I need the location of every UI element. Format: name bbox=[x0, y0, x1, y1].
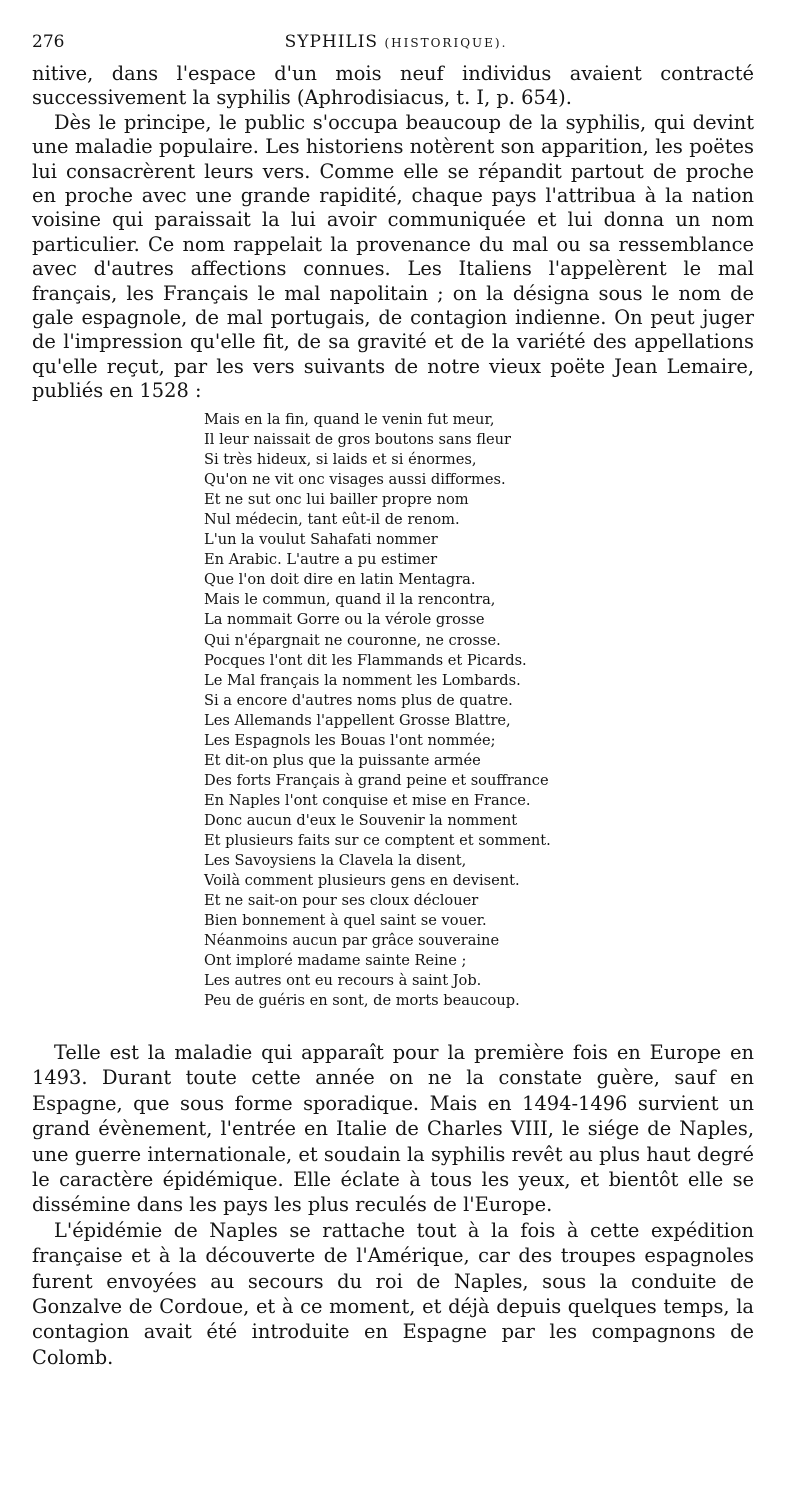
poem-line: Nul médecin, tant eût-il de renom. bbox=[204, 511, 460, 529]
poem-line: Peu de guéris en sont, de morts beaucoup. bbox=[204, 992, 520, 1010]
poem-line: Et ne sut onc lui bailler propre nom bbox=[204, 491, 469, 509]
poem-line: Des forts Français à grand peine et souffrance bbox=[204, 771, 549, 789]
poem-line: Mais le commun, quand il la rencontra, bbox=[204, 591, 496, 609]
text-block-top bbox=[32, 62, 754, 404]
text-block-bottom bbox=[32, 1040, 754, 1370]
paragraph-names-of-disease: Dès le principe, le public s'occupa beaucoup de la syphilis, qui devint une maladie populaire. Les historiens notèrent son apparition, les poëtes lui consacrèrent leurs vers. Comme elle se répandit partout de proche en proche avec une grande rapidité, chaque pays l'attribua à la nation voisine qui paraissait la lui avoir communiquée et lui donna un nom particulier. Ce nom rappelait la provenance du mal ou sa ressemblance avec d'autres affections connues. Les Italiens l'appelèrent le mal français, les Français le mal napolitain ; on la désigna sous le nom de gale espagnole, de mal portugais, de contagion indienne. On peut juger de l'impression qu'elle fit, de sa gravité et de la variété des appellations qu'elle reçut, par les vers suivants de notre vieux poëte Jean Lemaire, publiés en 1528 : bbox=[32, 110, 754, 403]
running-header bbox=[28, 32, 764, 58]
poem-line: Si a encore d'autres noms plus de quatre. bbox=[204, 691, 513, 709]
paragraph-epidemic-1493: Telle est la maladie qui apparaît pour la première fois en Europe en 1493. Durant toute cette année on ne la constate guère, sauf en Espagne, que sous forme sporadique. Mais en 1494-1496 survient un grand évènement, l'entrée en Italie de Charles VIII, le siége de Naples, une guerre internationale, et soudain la syphilis revêt au plus haut degré le caractère épidémique. Elle éclate à tous les yeux, et bientôt elle se dissémine dans les pays les plus reculés de l'Europe. bbox=[32, 1041, 754, 1217]
poem-line: Il leur naissait de gros boutons sans fleur bbox=[204, 431, 512, 449]
page-number: 276 bbox=[32, 32, 65, 52]
poem-line: Et dit-on plus que la puissante armée bbox=[204, 751, 481, 769]
poem-line: Si très hideux, si laids et si énormes, bbox=[204, 451, 477, 469]
poem-line: Néanmoins aucun par grâce souveraine bbox=[204, 932, 500, 950]
running-title-main: SYPHILIS bbox=[284, 32, 379, 52]
poem-line: Et ne sait-on pour ses cloux déclouer bbox=[204, 892, 479, 910]
poem-line: Mais en la fin, quand le venin fut meur, bbox=[204, 411, 495, 428]
poem-jean-lemaire bbox=[204, 410, 764, 1011]
poem-line: Les autres ont eu recours à saint Job. bbox=[204, 972, 482, 990]
poem-line: Les Savoysiens la Clavela la disent, bbox=[204, 852, 467, 870]
running-title bbox=[28, 32, 764, 52]
poem-line: Ont imploré madame sainte Reine ; bbox=[204, 952, 467, 970]
poem-line: Que l'on doit dire en latin Mentagra. bbox=[204, 571, 476, 589]
poem-line: Pocques l'ont dit les Flammands et Picards. bbox=[204, 651, 527, 669]
poem-line: Les Allemands l'appellent Grosse Blattre, bbox=[204, 711, 511, 729]
poem-line: La nommait Gorre ou la vérole grosse bbox=[204, 611, 485, 629]
poem-line: Qui n'épargnait ne couronne, ne crosse. bbox=[204, 631, 501, 649]
poem-line: Les Espagnols les Bouas l'ont nommée; bbox=[204, 731, 496, 749]
poem-line: Donc aucun d'eux le Souvenir la nomment bbox=[204, 811, 518, 829]
paragraph-continuation: nitive, dans l'espace d'un mois neuf individus avaient contracté successivement la syphilis (Aphrodisiacus, t. I, p. 654). bbox=[32, 62, 754, 110]
running-title-sub: (HISTORIQUE). bbox=[384, 36, 508, 50]
poem-line: Et plusieurs faits sur ce comptent et somment. bbox=[204, 831, 551, 849]
poem-line: Bien bonnement à quel saint se vouer. bbox=[204, 912, 487, 930]
poem-line: En Naples l'ont conquise et mise en France. bbox=[204, 791, 531, 809]
poem-line: L'un la voulut Sahafati nommer bbox=[204, 531, 438, 549]
poem-line: Qu'on ne vit onc visages aussi difformes. bbox=[204, 471, 506, 489]
poem-line: Le Mal français la nomment les Lombards. bbox=[204, 671, 521, 689]
poem-line: En Arabic. L'autre a pu estimer bbox=[204, 551, 438, 569]
poem-line: Voilà comment plusieurs gens en devisent. bbox=[204, 872, 520, 890]
paragraph-naples-epidemic: L'épidémie de Naples se rattache tout à la fois à cette expédition française et à la découverte de l'Amérique, car des troupes espagnoles furent envoyées au secours du roi de Naples, sous la conduite de Gonzalve de Cordoue, et à ce moment, et déjà depuis quelques temps, la contagion avait été introduite en Espagne par les compagnons de Colomb. bbox=[32, 1218, 754, 1369]
